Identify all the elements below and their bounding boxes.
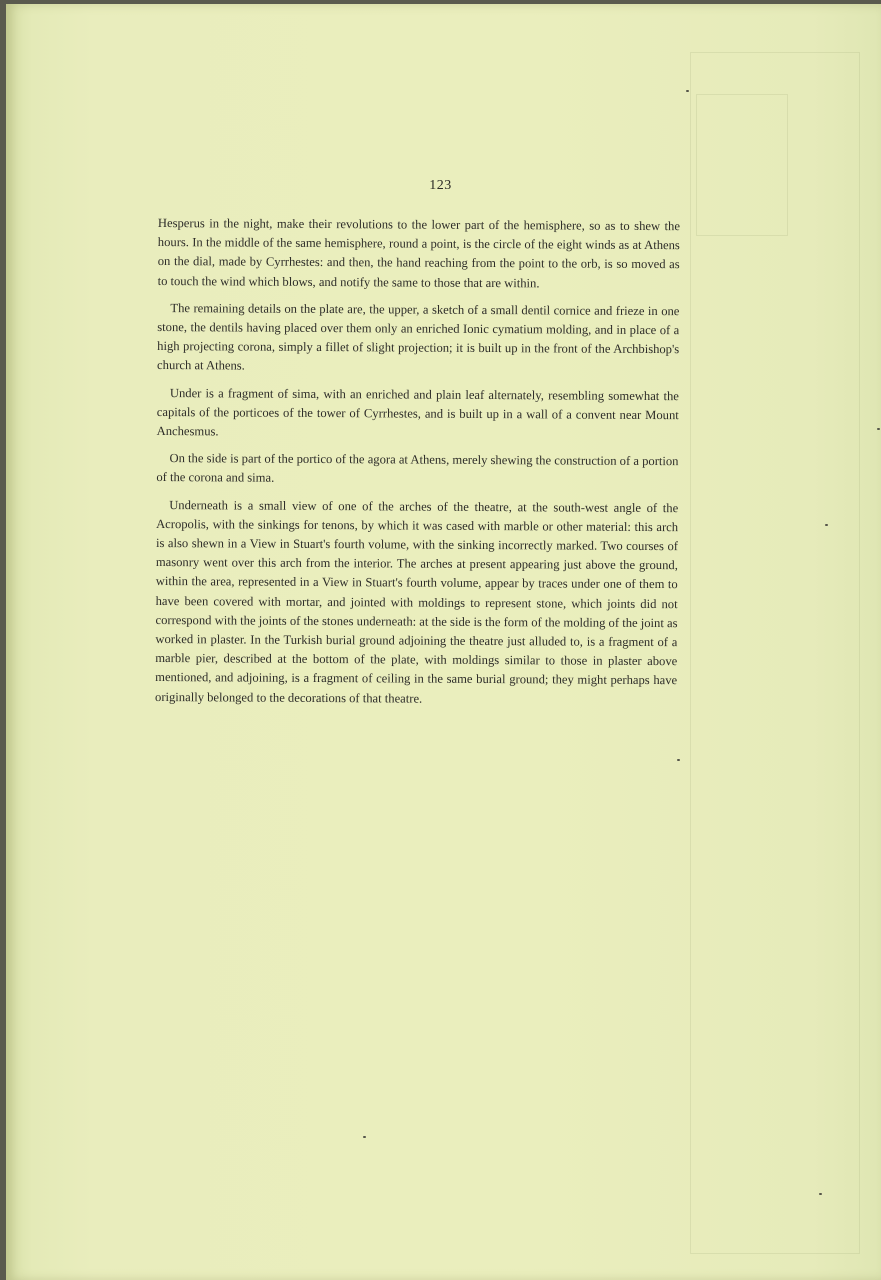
page-number: 123 <box>429 178 452 193</box>
bleed-through-panel <box>696 94 788 236</box>
paragraph-4: On the side is part of the portico of the agora at Athens, merely shewing the construction of a portion of the corona and sima. <box>156 451 679 486</box>
paper-speck <box>363 1136 366 1138</box>
paper-speck <box>677 759 680 761</box>
paragraph-5: Underneath is a small view of one of the arches of the theatre, at the south-west angle of the Acropolis, with the sinkings for tenons, by which it was cased with marble or other material: this arch is also shewn in a View in Stuart's fourth volume, with the sinking incorrectly marked. Two courses of masonry went over this arch from the interior. The arches at present appearing just above the ground, within the area, represented in a View in Stuart's fourth volume, appear by traces under one of them to have been covered with mortar, and jointed with moldings to represent stone, which joints did not correspond with the joints of the stones underneath: at the side is the form of the molding of the joint as worked in plaster. In the Turkish burial ground adjoining the theatre just alluded to, is a fragment of a marble pier, described at the bottom of the plate, with moldings similar to those in plaster above mentioned, and adjoining, is a fragment of ceiling in the same burial ground; they might perhaps have originally belonged to the decorations of that theatre. <box>155 497 679 706</box>
paper-speck <box>819 1193 822 1195</box>
paper-speck <box>825 524 828 526</box>
paper-speck <box>877 428 880 430</box>
paper-speck <box>686 90 689 92</box>
body-text <box>155 214 680 718</box>
paragraph-2: The remaining details on the plate are, the upper, a sketch of a small dentil cornice and frieze in one stone, the dentils having placed over them only an enriched Ionic cymatium molding, and in place of a high projecting corona, simply a fillet of slight projection; it is built up in the front of the Archbishop's church at Athens. <box>157 300 680 373</box>
paragraph-3: Under is a fragment of sima, with an enriched and plain leaf alternately, resembling somewhat the capitals of the porticoes of the tower of Cyrrhestes, and is built up in a wall of a convent near Mount Anchesmus. <box>156 385 679 439</box>
paragraph-1: Hesperus in the night, make their revolutions to the lower part of the hemisphere, so as to shew the hours. In the middle of the same hemisphere, round a point, is the circle of the eight winds as at Athens on the dial, made by Cyrrhestes: and then, the hand reaching from the point to the orb, is so moved as to touch the wind which blows, and notify the same to those that are within. <box>157 215 680 290</box>
